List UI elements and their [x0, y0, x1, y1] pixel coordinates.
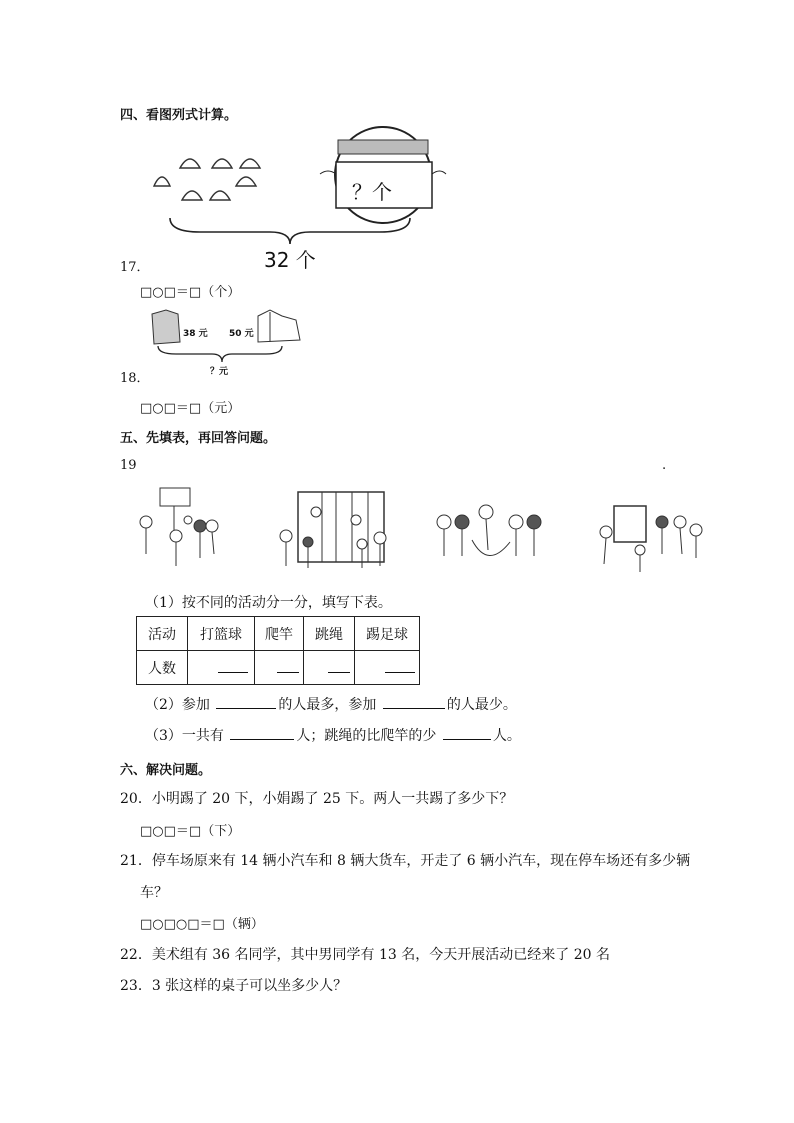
- table-header-cell: 爬竿: [255, 617, 304, 651]
- q17-number: 17．: [120, 260, 150, 275]
- most-activity-blank[interactable]: [216, 696, 276, 709]
- q19-part2: [145, 694, 517, 714]
- table-row: [137, 651, 420, 685]
- q18-figure: [146, 306, 306, 370]
- jump-rope-scene-image: [432, 500, 548, 570]
- pole-climbing-count-blank[interactable]: [255, 651, 304, 685]
- q19-part2-b: 的人最多，参加: [278, 697, 377, 713]
- pole-climbing-scene-image: [272, 488, 396, 574]
- table-header-cell: 打篮球: [188, 617, 255, 651]
- q19-part3-b: 人；跳绳的比爬竿的少: [296, 728, 437, 744]
- q17-total-label: 32 个: [264, 248, 316, 272]
- table-header-cell: 活动: [137, 617, 188, 651]
- q21-text: 21．停车场原来有 14 辆小汽车和 8 辆大货车，开走了 6 辆小汽车，现在停车场还有多少辆: [120, 853, 691, 869]
- q19-dot: .: [662, 458, 667, 473]
- table-row-label: 人数: [137, 651, 188, 685]
- q20-formula: □○□＝□（下）: [140, 824, 241, 839]
- total-people-blank[interactable]: [230, 727, 294, 740]
- q18-price-right: 50 元: [229, 329, 254, 339]
- q20-text: 20．小明踢了 20 下，小娟踢了 25 下。两人一共踢了多少下？: [120, 791, 514, 807]
- q23-text: 23．3 张这样的桌子可以坐多少人？: [120, 978, 348, 994]
- q18-number: 18．: [120, 371, 150, 386]
- table-header-cell: 跳绳: [304, 617, 355, 651]
- q17-bubble-text: ？个: [352, 180, 392, 204]
- q19-part3-a: （3）一共有: [145, 728, 224, 744]
- least-activity-blank[interactable]: [383, 696, 445, 709]
- q21-formula: □○□○□＝□（辆）: [140, 917, 264, 932]
- q18-price-left: 38 元: [183, 329, 208, 339]
- q19-number: 19: [120, 458, 137, 473]
- q18-total-label: ？元: [210, 367, 229, 377]
- q19-part1: （1）按不同的活动分一分，填写下表。: [145, 595, 392, 611]
- section-heading-4: 四、看图列式计算。: [120, 108, 238, 123]
- difference-blank[interactable]: [443, 727, 491, 740]
- football-scene-image: [590, 498, 708, 576]
- q19-part2-a: （2）参加: [145, 697, 210, 713]
- section-heading-5: 五、先填表，再回答问题。: [120, 431, 277, 446]
- basketball-count-blank[interactable]: [188, 651, 255, 685]
- basketball-scene-image: [134, 486, 230, 574]
- q19-part3-c: 人。: [492, 728, 521, 744]
- activity-table: [136, 616, 420, 685]
- section-heading-6: 六、解决问题。: [120, 763, 212, 778]
- table-header-cell: 踢足球: [355, 617, 420, 651]
- football-count-blank[interactable]: [355, 651, 420, 685]
- q19-part2-c: 的人最少。: [446, 697, 517, 713]
- q22-text: 22．美术组有 36 名同学，其中男同学有 13 名，今天开展活动已经来了 20 名: [120, 947, 610, 963]
- q17-formula: □○□＝□（个）: [140, 285, 241, 300]
- jump-rope-count-blank[interactable]: [304, 651, 355, 685]
- q19-part3: [145, 725, 521, 745]
- q21-text-cont: 车？: [140, 885, 168, 901]
- q18-formula: □○□＝□（元）: [140, 401, 241, 416]
- table-header-row: [137, 617, 420, 651]
